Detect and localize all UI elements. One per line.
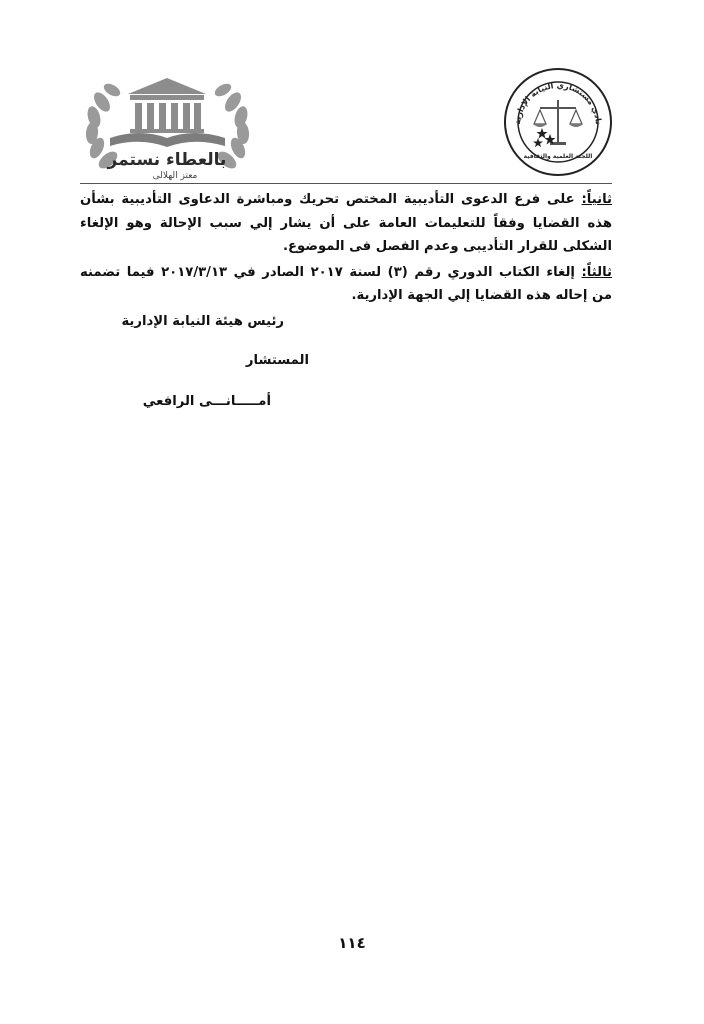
clause-third (80, 261, 612, 308)
document-body (80, 188, 612, 308)
clause-second-lead: ثانياً: (581, 192, 612, 207)
seal-subtext: اللجنة العلمية والثقافية (523, 153, 593, 160)
signature-name: أمـــــانـــى الرافعي (142, 394, 271, 409)
logo-left-subtext: معتز الهلالى (152, 171, 198, 181)
courthouse-book-laurel-icon (80, 72, 255, 182)
scales-seal-icon (502, 66, 614, 178)
clause-second (80, 188, 612, 259)
page-number: ١١٤ (338, 934, 366, 952)
clause-second-text: على فرع الدعوى التأديبية المختص تحريك ومباشرة الدعاوى التأديبية بشأن هذه القضايا وفقاً للتعليمات العامة على أن يشار إلي سبب الإحالة وهو الإلغاء الشكلى للقرار التأديبى وعدم الفصل فى الموضوع. (80, 192, 612, 254)
signature-title: رئيس هيئة النيابة الإدارية (121, 314, 284, 329)
clause-third-text: إلغاء الكتاب الدوري رقم (٣) لسنة ٢٠١٧ الصادر في ٢٠١٧/٣/١٣ فيما تضمنه من إحاله هذه القضايا إلي الجهة الإدارية. (80, 264, 612, 303)
seal-ring-text: نادي مستشاري النيابة الإدارية (512, 80, 603, 125)
club-logo-courthouse (80, 72, 255, 182)
header-divider (80, 183, 612, 184)
club-seal-logo (502, 66, 614, 178)
clause-third-lead: ثالثاً: (581, 264, 612, 280)
logo-left-text: بالعطاء نستمر (107, 150, 227, 170)
signature-rank: المستشار (245, 353, 309, 368)
